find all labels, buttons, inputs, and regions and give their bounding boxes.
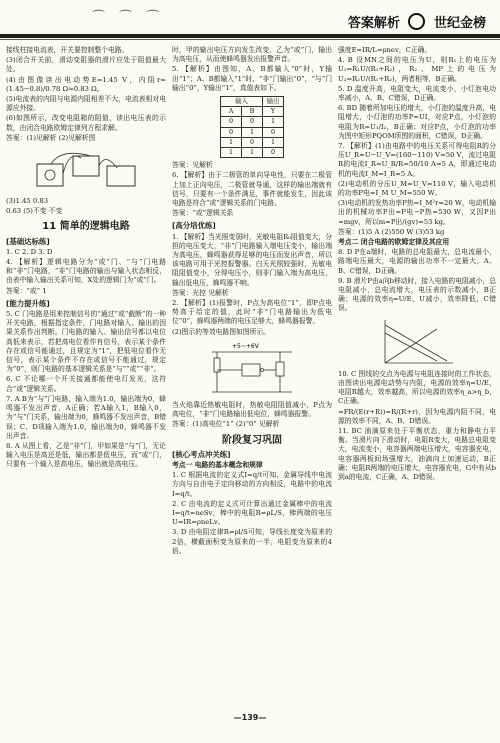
question-solution: 5. D 温度升高，电阻变大，电流变小，小灯泡电功率减小，A、B、C错误，D正确。 [338, 84, 496, 103]
answer-line: 答案：光控 见解析 [172, 288, 229, 297]
answer-line: 答案：(1)见解析 (2)见解析图 [6, 133, 96, 142]
table-cell: 0 [221, 127, 242, 137]
paragraph: 接线柱接电流表，开关要控制整个电路。 [6, 46, 129, 54]
circuit-diagram-figure [202, 340, 302, 398]
column-left [6, 46, 166, 706]
question-solution: 9. B 滑片P由a向b移动时，接入电路的电阻减小，总电阻减小，总电流增大，电压表的示数减小，B正确；电源的效率η=U/E，U减小，效率降低，C错误。 [338, 276, 496, 313]
answer-line: 答案：“或” 1 [6, 286, 47, 295]
header-rule [0, 34, 500, 38]
question-solution: 2. C 由电流的定义式可计算出通过金属棒中的电流I=q/t=neSv，棒中的电阻R=ρL/S，棒两端的电压U=IR=ρneLv。 [172, 499, 332, 527]
table-cell: 1 [263, 137, 284, 147]
topic-heading: 考点二 闭合电路的欧姆定律及其应用 [338, 238, 450, 247]
answer-line: 0.63 (5)不变 不变 [6, 207, 63, 216]
chapter-title: 11 简单的逻辑电路 [42, 221, 130, 233]
table-row [221, 148, 284, 158]
header-title [348, 12, 486, 31]
table-header-input: 输入 [221, 97, 263, 107]
paragraph: (3)闭合开关前，滑动变阻器的滑片应处于阻值最大处。 [6, 56, 166, 74]
page-header [0, 0, 500, 44]
table-row [221, 117, 284, 127]
circuit-photo-figure [31, 146, 141, 194]
table-cell: 0 [263, 148, 284, 158]
answer-line: 答案：见解析 [172, 161, 213, 170]
table-col-header: Y [263, 107, 284, 117]
question-solution: 4. 【解析】逻辑电路分为“或”门、“与”门电路和“非”门电路，“非”门电路的输出与输入状态相反，由表中输入输出关系可知，X处的逻辑门为“或”门。 [6, 258, 166, 285]
table-cell: 1 [242, 127, 263, 137]
answer-line: 答案：(1)5 A (2)550 W (3)53 kg [338, 227, 445, 236]
answer-line: 1. C 2. D 3. D [6, 247, 53, 256]
section-heading: [ 核心考点冲关练 ] [172, 450, 332, 459]
section-heading: [ 能力提升练 ] [6, 299, 166, 308]
question-solution: 8. D P在a端时，电路的总电阻最大，总电流最小，路端电压最大，电源的输出功率不一定最大，A、B、C错误，D正确。 [338, 248, 496, 275]
paragraph: (6)如图所示，改变电阻箱的阻值，读出电压表的示数，由闭合电路欧姆定律列方程求解。 [6, 114, 166, 132]
circuit-voltage-label: +5~+6V [232, 342, 259, 350]
section-heading: [ 高分培优练 ] [172, 221, 332, 230]
paragraph: (5)电流表的内阻与电源内阻相差不大，电流表相对电源应外接。 [6, 95, 166, 113]
question-solution: 6. BD 随着所加电压的增大，小灯泡的温度升高，电阻增大，小灯泡的功率P=UI，对应P点，小灯泡的电阻为R=U₁/I₂，B正确；对应P点，小灯泡的功率为图中矩形PQOM所围的面积，C错误，D正确。 [338, 104, 496, 140]
table-cell: 1 [221, 137, 242, 147]
table-row [221, 137, 284, 147]
question-solution: 4. B 设MN之间的电压为U，则R₁上的电压为U₁=R₁U/(R₁+R₂)，R₂、MP上的电压为U₂=R₂U/(R₁+R₂)，两者相等，B正确。 [338, 56, 496, 83]
question-solution: 1. 【解析】当光照变弱时，光敏电阻R₀阻值变大，分担的电压变大，“非”门电路输入端电压变小，输出端为高电压，蜂鸣器获得足够的电压而发出声音，所以该电路可用于光控报警器。白天光照较强时，光敏电阻阻值变小，分得电压小，则非门输入端为高电压，输出低电压，蜂鸣器不响。 [172, 232, 332, 287]
table-cell: 1 [263, 117, 284, 127]
question-solution: 1. C 根据电流的定义式I=q/t可知，金属导线中电流方向与自由电子定向移动的方向相反，电路中的电流I=q/t。 [172, 471, 332, 498]
section-name: 答案解析 [347, 16, 400, 31]
brand-name: 世纪金榜 [433, 16, 486, 31]
answer-line: (3)1.45 0.83 [6, 197, 49, 206]
paragraph: (3)电动机的发热功率P热=I_M²r=20 W，电动机输出的机械功率P出=P电−P热=530 W，又因P出=mgv，所以m=P出/(gv)=53 kg。 [338, 199, 496, 226]
paragraph: =FR/(E(r+R))=R/(R+r)，因为电源内阻不同，电源的效率不同，A、B、D错误。 [338, 407, 496, 425]
table-cell: 1 [242, 148, 263, 158]
table-cell: 0 [221, 117, 242, 127]
topic-heading: 考点一 电路的基本概念和规律 [172, 460, 263, 469]
header-rule-thin [0, 39, 500, 40]
question-solution: 3. D 由电阻定律R=ρl/S可知，导线长度变为原来的2倍，横截面积变为原来的一半，电阻变为原来的4倍。 [172, 528, 332, 555]
question-solution: 7. 【解析】(1)由电路中的电压关系可得电阻R的分压U_R=U−U_V=(160−110) V=50 V，流过电阻R的电流I_R=U_R/R=50/10 A=5 A，即通过电动机的电流I_M=I_R=5 A。 [338, 142, 496, 178]
paragraph: (2)电动机的分压U_M=U_V=110 V，输入电动机的功率P电=I_M U_M=550 W。 [338, 179, 496, 198]
page-number: —139— [233, 713, 267, 722]
section-heading: [ 基础达标练 ] [6, 237, 166, 246]
question-solution: 6. C 不论哪一个开关接通都能使电灯发光，这符合“或”逻辑关系。 [6, 375, 166, 393]
brand-logo-icon [408, 13, 425, 30]
question-solution: 6. 【解析】由于二极管的单向导电性，只要在二极管上加上正向电压，二极管就导通，这样的输出端就有信号，只要有一个条件满足，事件就能发生，因此该电路是符合“或”逻辑关系的门电路。 [172, 171, 332, 208]
question-solution: 11. BC 油滴原来处于平衡状态，重力和静电力平衡。当滑片向下滑动时，电阻R变大，电路总电阻变大，电流变小，电容器两端电压增大，电容器充电，电容器两板间场强增大，油滴向上加速运动，B正确；电阻R两端的电压增大，电容器充电，G中有从b到a的电流，C正确，A、D错误。 [338, 426, 496, 481]
truth-table [220, 96, 284, 158]
paragraph: 当火焰靠近热敏电阻时，热敏电阻阻值减小，P点为高电位，“非”门电路输出低电位，蜂鸣器报警。 [172, 400, 332, 419]
answer-line: 答案：“或”逻辑关系 [172, 209, 234, 218]
question-solution: 8. A 从图上看，乙是“非”门，甲如果是“与”门，无论输入电压是高还是低，输出都是低电压，而“或”门，只要有一个输入是高电压，输出就是高电压。 [6, 441, 166, 469]
ui-graph-figure [377, 317, 457, 367]
question-solution: 2. 【解析】(1)报警时，P点为高电位“1”，即P点电势高于给定的值，此时“非”门电路输出为低电位“0”，蜂鸣器两端的电压足够大，蜂鸣器报警。 [172, 299, 332, 326]
table-cell: 0 [242, 137, 263, 147]
column-middle [172, 46, 332, 706]
question-solution: 7. A B为“与”门电路，输入端为1.0，输出端为0，蜂鸣器不发出声音，A正确；若A输入1，B输入0，为“与”门关系，输出端为0，蜂鸣器不发出声音，B错误；C、D项输入端为1.0，输出端为0，蜂鸣器不发出声音。 [6, 394, 166, 440]
table-cell: 0 [242, 117, 263, 127]
unit-title: 阶段复习巩固 [222, 434, 282, 446]
column-right [338, 46, 496, 706]
table-header-output: 输出 [263, 97, 284, 107]
table-col-header: A [221, 107, 242, 117]
paragraph: (2)图示的等效电路图如图所示。 [172, 327, 270, 336]
table-row [221, 127, 284, 137]
question-solution: 10. C 图线的交点为电源与电阻连接时的工作状态，由图读出电源电动势与内阻，电源的效率η=U/E，电阻R越大，效率越高，所以电源的效率η_a>η_b，C正确。 [338, 369, 496, 406]
birds-decoration-icon: ⌒ ⌒ ⌒ [92, 10, 165, 25]
paragraph: (4)由图像读出电动势E=1.45 V，内阻r=(1.45−0.8)/0.78 Ω≈0.83 Ω。 [6, 75, 166, 93]
table-col-header: B [242, 107, 263, 117]
paragraph: 强度E=IR/L=ρnev，C正确。 [338, 46, 432, 54]
table-cell: 0 [263, 127, 284, 137]
paragraph: 时，甲的输出电压方向发生改变，乙为“或”门，输出为高电压，从而使蜂鸣器发出报警声音。 [172, 46, 332, 64]
question-solution: 5. 【解析】由图知，A、B都输入“0”时，Y输出“1”；A、B都输入“1”时，“非”门输出“0”，“与”门输出“0”，Y输出“1”，真值表如下。 [172, 65, 332, 92]
question-solution: 5. C 门电路是用来控制信号的“通过”或“截断”的一种开关电路，根据指定条件，门电路对输入、输出的因果关系作出判断。门电路的输入、输出信号都以电位高低来表示，若把高电位看作有信号，表示某个条件存在或信号能通过，且规定为“1”，把低电位看作无信号，表示某个条件不存在或信号不能通过，规定为“0”，则门电路的基本逻辑关系是“与”“或”“非”。 [6, 310, 166, 374]
answer-line: 答案：(1)高电位“1” (2)“0” 见解析 [172, 420, 280, 429]
table-cell: 1 [221, 148, 242, 158]
